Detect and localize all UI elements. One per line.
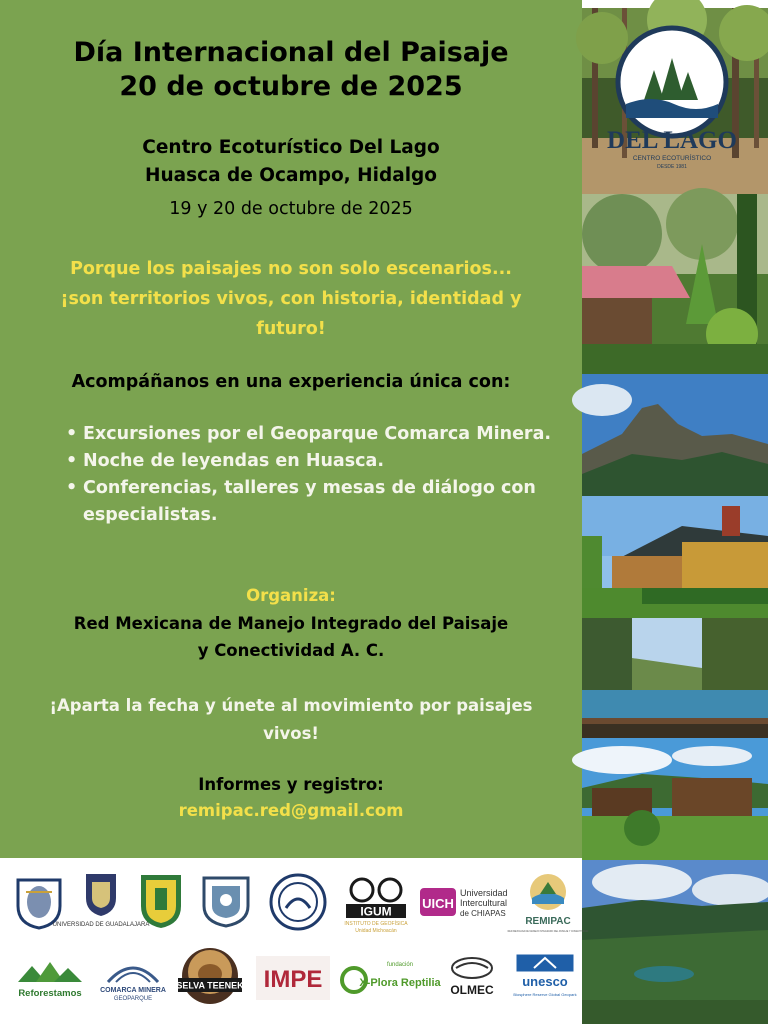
call-to-action bbox=[0, 692, 582, 748]
activity-item: • Noche de leyendas en Huasca. bbox=[62, 448, 562, 475]
xplora-name: X-Plora Reptilia bbox=[359, 977, 441, 989]
photo-strip bbox=[582, 0, 768, 1024]
rocky-peak-photo bbox=[582, 374, 768, 496]
cabin-chimney-photo bbox=[582, 496, 768, 618]
comarca-line-1: COMARCA MINERA bbox=[100, 987, 166, 994]
unich-line-1: Universidad bbox=[460, 888, 508, 898]
del-lago-subtitle: CENTRO ECOTURÍSTICO bbox=[632, 155, 712, 162]
comarca-line-2: GEOPARQUE bbox=[113, 996, 153, 1002]
sponsor-logos bbox=[0, 858, 589, 1024]
resort-photo bbox=[582, 738, 768, 860]
venue-line-1: Centro Ecoturístico Del Lago bbox=[142, 137, 440, 158]
unich-logo bbox=[418, 884, 514, 924]
invitation: Acompáñanos en una experiencia única con: bbox=[71, 372, 511, 392]
remipac-sub: RED MEXICANA DE MANEJO INTEGRADO DEL PAISAJE Y CONECTIVIDAD bbox=[507, 931, 589, 933]
organizer-label: Organiza: bbox=[246, 586, 336, 605]
event-dates: 19 y 20 de octubre de 2025 bbox=[169, 199, 413, 219]
slogan bbox=[0, 254, 582, 344]
selva-name: SELVA TEENEK bbox=[176, 980, 244, 991]
title-line-2: 20 de octubre de 2025 bbox=[119, 71, 463, 102]
activity-list bbox=[62, 421, 562, 529]
igum-name: IGUM bbox=[360, 904, 392, 919]
unesco-sub: Biosphere Reserve Global Geopark bbox=[513, 992, 577, 997]
unich-line-3: de CHIAPAS bbox=[460, 909, 506, 918]
igum-sub2: Unidad Michoacán bbox=[355, 928, 397, 934]
cta-line-1: ¡Aparta la fecha y únete al movimiento por paisajes bbox=[49, 696, 533, 715]
organizer-line-2: y Conectividad A. C. bbox=[197, 641, 385, 660]
remipac-name: REMIPAC bbox=[525, 916, 571, 927]
title-line-1: Día Internacional del Paisaje bbox=[73, 37, 509, 68]
slogan-line-3: futuro! bbox=[256, 319, 326, 339]
venue-line-2: Huasca de Ocampo, Hidalgo bbox=[145, 165, 437, 186]
unesco-name: unesco bbox=[522, 974, 568, 989]
selva-teenek-logo bbox=[174, 946, 246, 1006]
olmec-logo bbox=[446, 954, 498, 1002]
impe-logo bbox=[256, 956, 330, 1000]
reforestamos-name: Reforestamos bbox=[18, 988, 82, 999]
lake-photo bbox=[582, 618, 768, 738]
institutional-shield bbox=[200, 872, 252, 928]
organizer-line-1: Red Mexicana de Manejo Integrado del Paisaje bbox=[73, 614, 509, 633]
unich-line-2: Intercultural bbox=[460, 898, 508, 908]
del-lago-name: DEL LAGO bbox=[607, 127, 737, 154]
contact-email[interactable]: remipac.red@gmail.com bbox=[178, 801, 404, 820]
xplora-reptilia-logo bbox=[340, 956, 441, 1000]
xplora-top: fundación bbox=[386, 962, 414, 968]
forest-logo-photo bbox=[582, 8, 768, 194]
slogan-line-2: ¡son territorios vivos, con historia, identidad y bbox=[60, 289, 522, 309]
reforestamos-logo bbox=[12, 956, 88, 1002]
slogan-line-1: Porque los paisajes no son solo escenarios... bbox=[70, 259, 512, 279]
impe-name: IMPE bbox=[263, 966, 323, 993]
comarca-minera-logo bbox=[96, 952, 170, 1002]
unich-abbr: UICH bbox=[422, 896, 454, 911]
udg-logo bbox=[52, 872, 150, 934]
remipac-logo bbox=[507, 870, 589, 946]
unesco-logo bbox=[512, 952, 578, 1006]
poster-title bbox=[0, 36, 582, 104]
activity-item: • Conferencias, talleres y mesas de diálogo con especialistas. bbox=[62, 475, 562, 529]
cta-line-2: vivos! bbox=[263, 724, 319, 743]
organizer-name bbox=[0, 610, 582, 664]
mountain-lake-photo bbox=[582, 860, 768, 1024]
igum-logo bbox=[340, 876, 412, 934]
igum-sub: INSTITUTO DE GEOFÍSICA bbox=[344, 921, 408, 927]
venue bbox=[0, 134, 582, 190]
info-label: Informes y registro: bbox=[198, 775, 384, 794]
state-university-shield bbox=[138, 872, 184, 930]
activity-item: • Excursiones por el Geoparque Comarca Minera. bbox=[62, 421, 562, 448]
udg-name: UNIVERSIDAD DE GUADALAJARA bbox=[52, 922, 150, 928]
olmec-name: OLMEC bbox=[450, 983, 494, 997]
cabin-trees-photo bbox=[582, 194, 768, 374]
round-seal-logo bbox=[268, 872, 328, 932]
del-lago-since: DESDE 1981 bbox=[657, 164, 687, 170]
